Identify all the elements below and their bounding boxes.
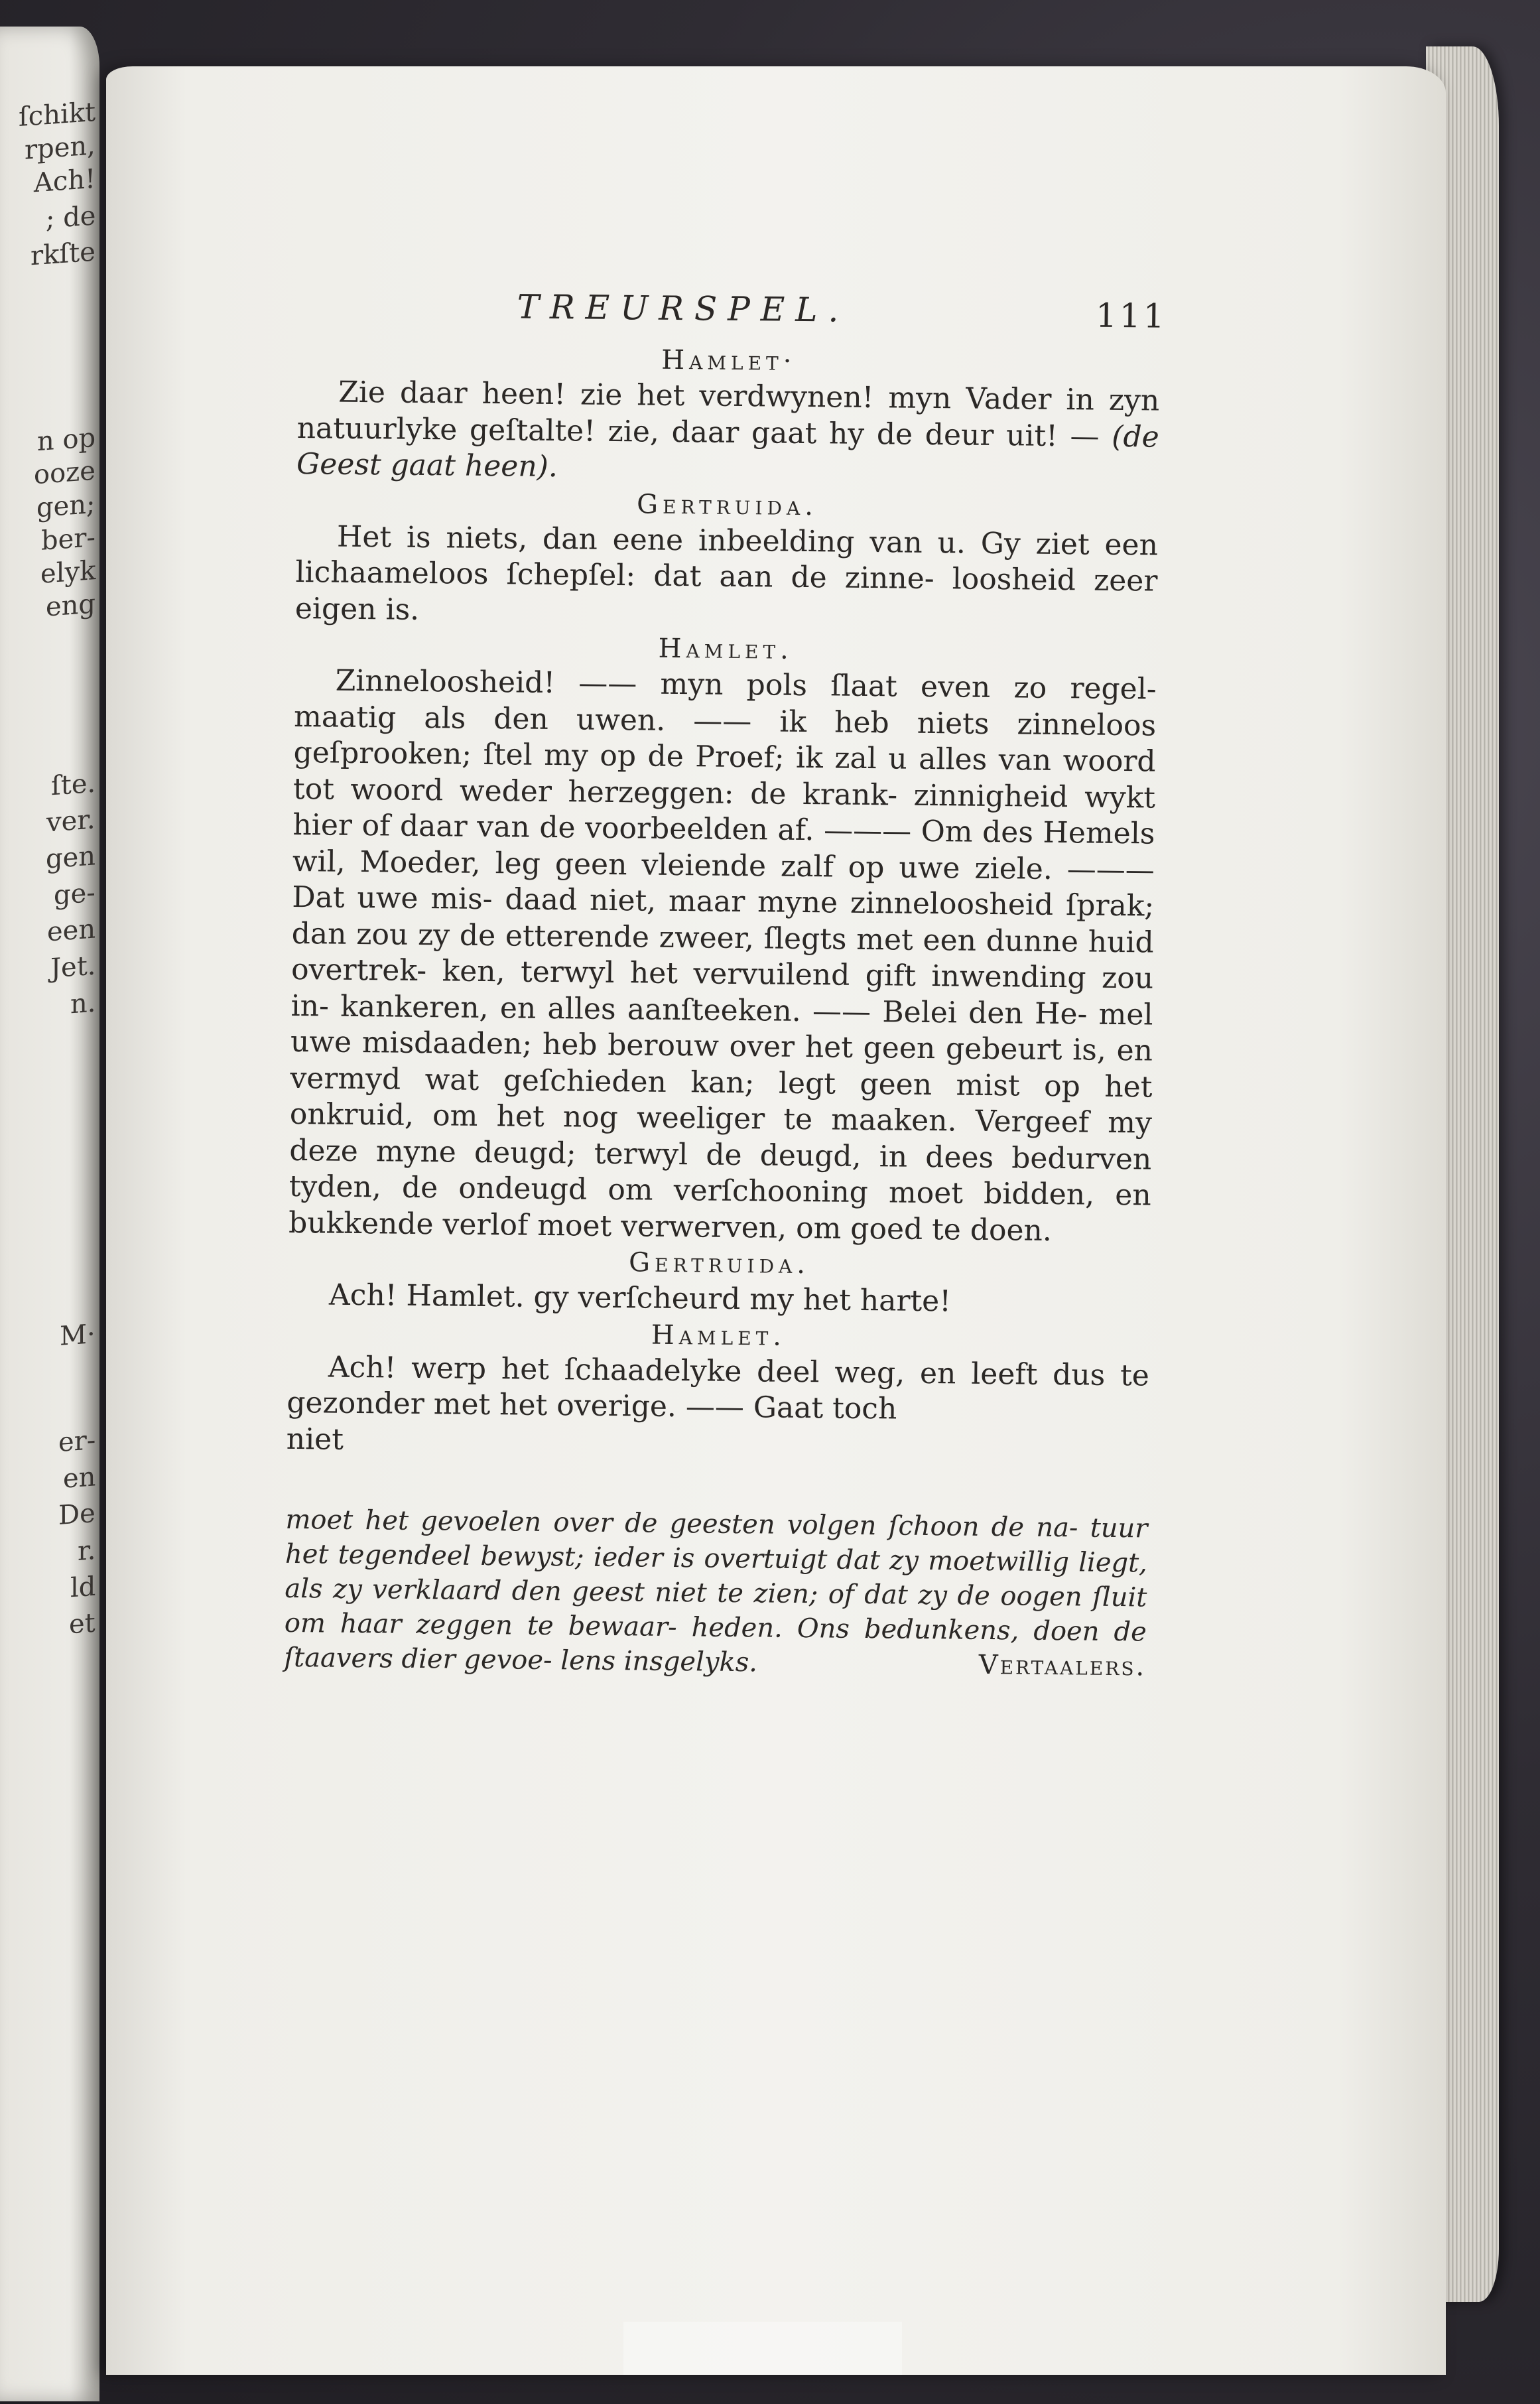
running-title: TREURSPEL.	[517, 287, 850, 330]
previous-page-fragment: ooze	[34, 455, 96, 491]
previous-page-fragment: en	[62, 1461, 96, 1495]
speech-line: Ach! Hamlet. gy verſcheurd my het harte!	[328, 1278, 952, 1319]
speech-line: zinnigheid wykt hier of daar van de voorbeelden	[292, 778, 1156, 847]
footnote	[284, 1502, 1148, 1684]
previous-page-fragment: een	[46, 913, 96, 948]
catchword: niet	[286, 1422, 344, 1457]
previous-page-fragment: et	[69, 1607, 96, 1640]
previous-page-fragment: n op	[36, 422, 96, 458]
footnote-line: tuur het tegendeel bewyst; ieder is overtuigt dat zy	[285, 1512, 1148, 1576]
speech-line: Ach! werp het ſchaadelyke deel weg, en leeft	[328, 1350, 1038, 1392]
speech-line: vleiende zalf op uwe ziele. ——— Dat uwe mis-	[292, 847, 1155, 917]
speech-line: daad niet, maar myne zinneloosheid ſprak; dan zou zy	[291, 882, 1155, 952]
previous-page-fragment: M·	[60, 1319, 96, 1352]
speech-line: ziet een lichaameloos ſchepſel: dat aan de zinne-	[295, 527, 1159, 596]
speech-line: geſprooken; ſtel my op de Proef; ik zal u alles	[293, 735, 988, 777]
speech-line: de deugd, in dees bedurven tyden, de ondeugd om	[289, 1138, 1152, 1207]
speech	[289, 663, 1157, 1250]
speech-line: mel uwe misdaaden; heb berouw over het geen	[290, 997, 1153, 1066]
previous-page-fragment: ſte.	[50, 768, 96, 802]
page-text-block	[284, 285, 1167, 1684]
footnote-line: moet het gevoelen over de geesten volgen ſchoon de na-	[285, 1504, 1078, 1544]
previous-page-fragment: ver.	[46, 804, 96, 838]
previous-page-fragment: er-	[58, 1425, 96, 1458]
footnote-line: lens insgelyks.	[560, 1645, 758, 1678]
speech	[295, 518, 1159, 635]
speech-line: de etterende zweer, ſlegts met een dunne huid overtrek-	[290, 918, 1154, 988]
previous-page-fragment: rpen,	[25, 130, 96, 166]
previous-page-fragment: ber-	[41, 522, 96, 557]
speech-line: verwerven, om goed te doen.	[621, 1209, 1053, 1248]
previous-page-fragment: ge-	[54, 877, 96, 911]
footnote-line: zien; of dat zy de oogen ſluit om haar zeggen te bewaar-	[284, 1578, 1147, 1643]
speech-line: in zyn natuurlyke geſtalte! zie, daar gaat hy de	[296, 383, 1160, 452]
stage-direction: (de Geest gaat heen).	[296, 419, 1159, 484]
speech-line: af. ——— Om des Hemels wil, Moeder, leg geen	[292, 813, 1155, 882]
previous-page-fragment: elyk	[40, 555, 96, 590]
speech-line: deur uit! —	[925, 417, 1112, 454]
speaker-name: Hamlet.	[651, 1319, 787, 1352]
previous-page-fragment: rkſte	[31, 236, 96, 272]
previous-page-fragment: Jet.	[50, 950, 96, 984]
speech-line: geen mist op het onkruid, om het nog weeliger	[289, 1067, 1153, 1136]
speech-line: van woord tot woord weder herzeggen: de krank-	[292, 743, 1156, 812]
speech-line: Zie daar heen! zie het verdwynen! myn Vader	[338, 375, 1052, 417]
speech	[286, 1349, 1149, 1466]
dialogue	[286, 338, 1160, 1467]
previous-page-fragment: gen	[45, 840, 96, 875]
speaker-name: Hamlet.	[658, 633, 794, 665]
running-head	[298, 285, 1167, 348]
previous-page-text-fragments	[0, 27, 99, 2401]
previous-page-fragment: ; de	[45, 200, 96, 235]
speech-line: dus te gezonder met het overige. —— Gaat toch	[287, 1357, 1150, 1426]
previous-page-fragment: eng	[45, 588, 96, 623]
previous-page-fragment: r.	[77, 1535, 96, 1567]
speech-line: Het is niets, dan eene inbeelding van u. Gy	[336, 519, 1021, 561]
speech-line: kankeren, en alles aanſteeken. —— Belei den He-	[340, 989, 1088, 1032]
previous-page-fragment: ld	[70, 1571, 96, 1604]
speech-line: loosheid zeer eigen is.	[294, 562, 1158, 627]
speech-line: Zinneloosheid! —— myn pols ſlaat even zo regel-	[335, 663, 1157, 706]
previous-page-fragment: Ach!	[33, 163, 96, 199]
speech-line: ken, terwyl het vervuilend gift inwending zou in-	[290, 954, 1154, 1024]
scan-highlight-strip	[623, 2322, 902, 2375]
speech-line: maatig als den uwen. —— ik heb niets zinneloos	[293, 699, 1157, 743]
footnote-signature: Vertaalers.	[978, 1649, 1147, 1682]
previous-page-fragment: De	[58, 1498, 96, 1531]
footnote-line: heden. Ons bedunkens, doen de ſtaavers dier gevoe-	[284, 1612, 1147, 1676]
speech-line: verſchooning moet bidden, en bukkende verlof moet	[288, 1173, 1151, 1243]
previous-page-fragment: ſchikt	[18, 96, 96, 133]
book-page	[106, 66, 1446, 2375]
footnote-line: moetwillig liegt, als zy verklaard den geest niet te	[285, 1546, 1148, 1609]
previous-page-fragment: n.	[70, 987, 96, 1020]
previous-page-fragment: gen;	[36, 488, 96, 524]
speech-line: te maaken. Vergeef my deze myne deugd; terwyl	[289, 1102, 1153, 1171]
previous-page-edge	[0, 27, 99, 2401]
speech-line: gebeurt is, en vermyd wat geſchieden kan; legt	[290, 1032, 1153, 1101]
speech	[296, 374, 1160, 492]
speaker-name: Hamlet·	[661, 344, 797, 377]
page-number: 111	[1095, 296, 1167, 336]
speaker-name: Gertruida.	[628, 1247, 810, 1280]
speaker-name: Gertruida.	[636, 488, 818, 521]
